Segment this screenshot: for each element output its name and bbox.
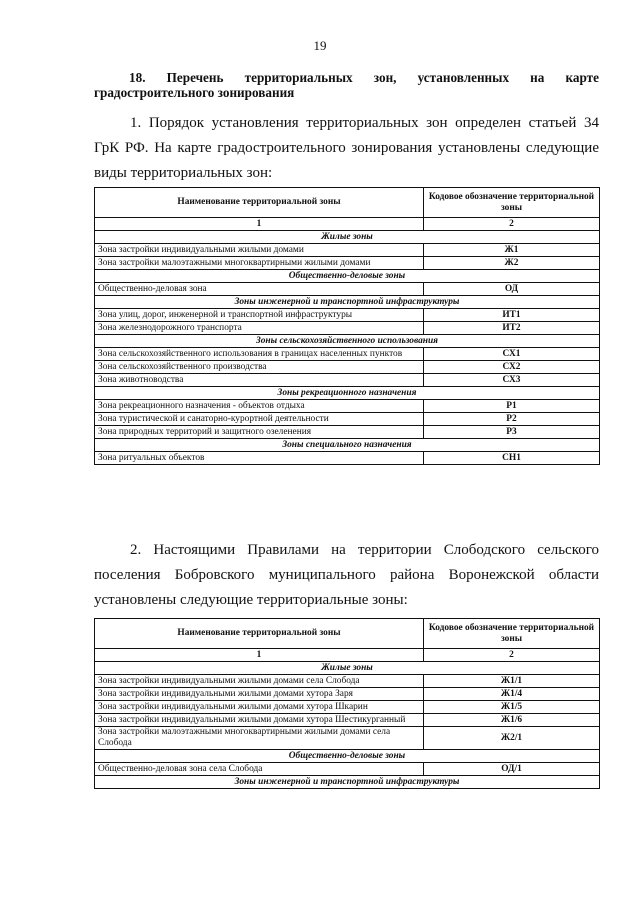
paragraph-2-line: поселения Бобровского муниципального района Воронежской области <box>94 567 599 583</box>
column-number-1: 1 <box>95 649 424 662</box>
zone-name-cell: Зона застройки индивидуальными жилыми домами хутора Шкарин <box>95 701 424 714</box>
table-group-row <box>95 296 600 309</box>
zone-code-cell: Ж1/6 <box>424 714 600 727</box>
section-heading <box>94 70 599 100</box>
zone-code-cell: СХ3 <box>424 374 600 387</box>
column-number-1: 1 <box>95 218 424 231</box>
zone-code-cell: СХ1 <box>424 348 600 361</box>
section-heading-line-1: 18. Перечень территориальных зон, установленных на карте <box>129 70 599 85</box>
table-row <box>95 413 600 426</box>
table-group-row <box>95 750 600 763</box>
table-group-row <box>95 662 600 675</box>
zone-name-cell: Зона улиц, дорог, инженерной и транспортной инфраструктуры <box>95 309 424 322</box>
header-zone-code: Кодовое обозначение территориальной зоны <box>424 188 600 218</box>
table-row <box>95 244 600 257</box>
header-zone-name: Наименование территориальной зоны <box>95 188 424 218</box>
group-label: Зоны инженерной и транспортной инфраструктуры <box>95 296 600 309</box>
table-row <box>95 763 600 776</box>
table-row <box>95 452 600 465</box>
column-number-row <box>95 218 600 231</box>
header-zone-name: Наименование территориальной зоны <box>95 619 424 649</box>
table-row <box>95 322 600 335</box>
table-row <box>95 257 600 270</box>
group-label: Общественно-деловые зоны <box>95 270 600 283</box>
zone-code-cell: Ж1/4 <box>424 688 600 701</box>
section-heading-line-2: градостроительного зонирования <box>94 85 295 100</box>
paragraph-2-line: 2. Настоящими Правилами на территории Слободского сельского <box>130 542 599 558</box>
table-row <box>95 688 600 701</box>
page-number: 19 <box>313 38 327 53</box>
zone-name-cell: Зона сельскохозяйственного производства <box>95 361 424 374</box>
zone-name-cell: Зона туристической и санаторно-курортной деятельности <box>95 413 424 426</box>
zone-name-cell: Зона застройки малоэтажными многоквартирными жилыми домами села Слобода <box>95 727 424 750</box>
paragraph-2-line: установлены следующие территориальные зоны: <box>94 592 408 608</box>
table-group-row <box>95 270 600 283</box>
table-row <box>95 400 600 413</box>
zone-code-cell: Р2 <box>424 413 600 426</box>
column-number-2: 2 <box>424 649 600 662</box>
zone-name-cell: Зона застройки малоэтажными многоквартирными жилыми домами <box>95 257 424 270</box>
table-group-row <box>95 335 600 348</box>
table-row <box>95 309 600 322</box>
table-row <box>95 727 600 750</box>
paragraph-1-line: 1. Порядок установления территориальных зон определен статьей 34 <box>130 115 599 131</box>
zone-code-cell: Ж2 <box>424 257 600 270</box>
header-zone-code: Кодовое обозначение территориальной зоны <box>424 619 600 649</box>
zone-name-cell: Зона застройки индивидуальными жилыми домами хутора Шестикурганный <box>95 714 424 727</box>
zone-code-cell: Р3 <box>424 426 600 439</box>
zone-name-cell: Зона застройки индивидуальными жилыми домами <box>95 244 424 257</box>
zone-name-cell: Зона природных территорий и защитного озеленения <box>95 426 424 439</box>
column-number-row <box>95 649 600 662</box>
zone-code-cell: СН1 <box>424 452 600 465</box>
zone-name-cell: Зона сельскохозяйственного использования в границах населенных пунктов <box>95 348 424 361</box>
paragraph-2 <box>94 538 599 613</box>
table-header-row <box>95 619 600 649</box>
paragraph-1-line: ГрК РФ. На карте градостроительного зонирования установлены следующие <box>94 140 599 156</box>
zone-code-cell: Ж1/5 <box>424 701 600 714</box>
table-row <box>95 701 600 714</box>
zone-code-cell: ИТ2 <box>424 322 600 335</box>
zone-code-cell: ОД <box>424 283 600 296</box>
table-row <box>95 426 600 439</box>
group-label: Зоны сельскохозяйственного использования <box>95 335 600 348</box>
zone-code-cell: Ж2/1 <box>424 727 600 750</box>
zone-code-cell: ОД/1 <box>424 763 600 776</box>
paragraph-1 <box>94 111 599 186</box>
table-row <box>95 283 600 296</box>
group-label: Жилые зоны <box>95 662 600 675</box>
zone-code-cell: Ж1 <box>424 244 600 257</box>
zones-table-1-body <box>95 188 600 465</box>
column-number-2: 2 <box>424 218 600 231</box>
table-group-row <box>95 439 600 452</box>
zone-code-cell: ИТ1 <box>424 309 600 322</box>
zone-name-cell: Зона застройки индивидуальными жилыми домами хутора Заря <box>95 688 424 701</box>
zone-name-cell: Зона ритуальных объектов <box>95 452 424 465</box>
zone-code-cell: Р1 <box>424 400 600 413</box>
group-label: Зоны инженерной и транспортной инфраструктуры <box>95 776 600 789</box>
table-row <box>95 675 600 688</box>
zones-table-2 <box>94 618 600 789</box>
zone-code-cell: СХ2 <box>424 361 600 374</box>
zones-table-2-body <box>95 619 600 789</box>
table-group-row <box>95 231 600 244</box>
table-group-row <box>95 776 600 789</box>
table-row <box>95 361 600 374</box>
group-label: Зоны специального назначения <box>95 439 600 452</box>
group-label: Общественно-деловые зоны <box>95 750 600 763</box>
table-header-row <box>95 188 600 218</box>
zone-name-cell: Зона железнодорожного транспорта <box>95 322 424 335</box>
zones-table-1 <box>94 187 600 465</box>
zone-name-cell: Зона животноводства <box>95 374 424 387</box>
group-label: Зоны рекреационного назначения <box>95 387 600 400</box>
zone-name-cell: Зона застройки индивидуальными жилыми домами села Слобода <box>95 675 424 688</box>
zone-name-cell: Общественно-деловая зона <box>95 283 424 296</box>
table-row <box>95 348 600 361</box>
group-label: Жилые зоны <box>95 231 600 244</box>
zone-code-cell: Ж1/1 <box>424 675 600 688</box>
paragraph-1-line: виды территориальных зон: <box>94 165 273 181</box>
table-row <box>95 374 600 387</box>
zone-name-cell: Общественно-деловая зона села Слобода <box>95 763 424 776</box>
table-row <box>95 714 600 727</box>
zone-name-cell: Зона рекреационного назначения - объектов отдыха <box>95 400 424 413</box>
table-group-row <box>95 387 600 400</box>
